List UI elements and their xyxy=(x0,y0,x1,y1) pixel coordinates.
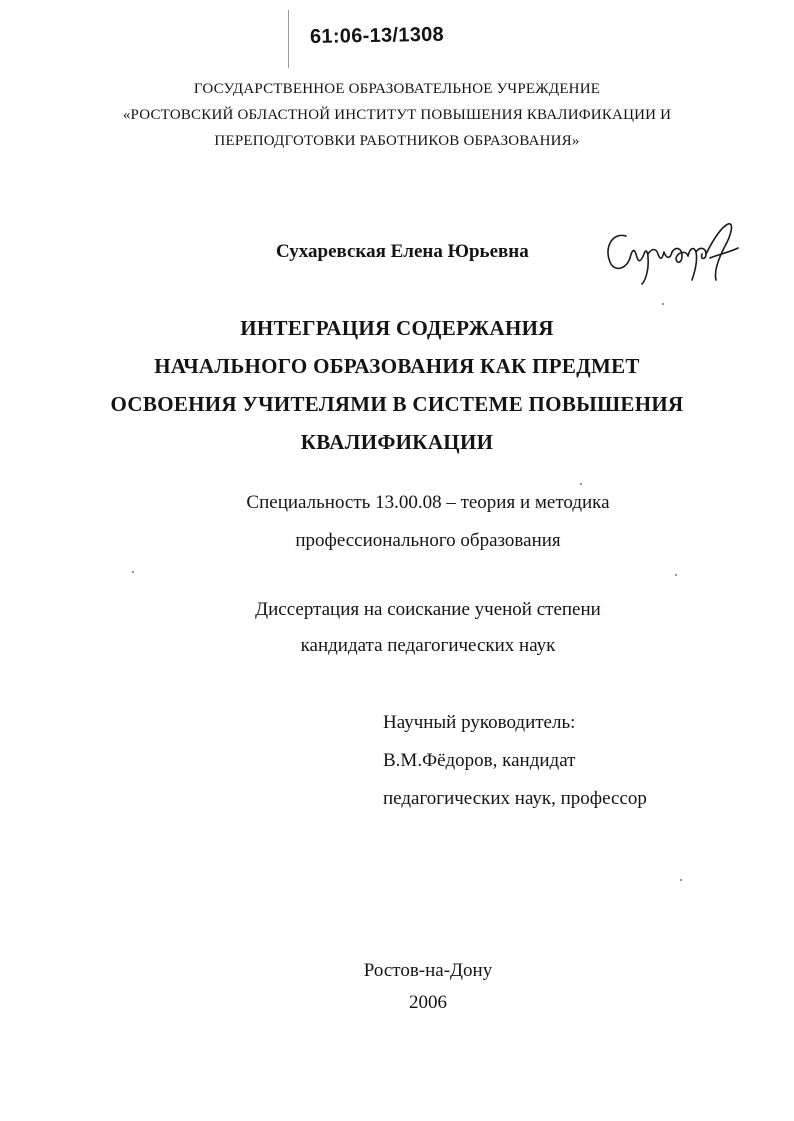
institution-line: ГОСУДАРСТВЕННОЕ ОБРАЗОВАТЕЛЬНОЕ УЧРЕЖДЕНИЕ xyxy=(193,81,601,97)
dissertation-title xyxy=(0,309,794,461)
specialty-line: профессионального образования xyxy=(295,530,561,551)
institution-header xyxy=(0,76,794,154)
degree-line: кандидата педагогических наук xyxy=(300,635,556,656)
title-line: ИНТЕГРАЦИЯ СОДЕРЖАНИЯ xyxy=(240,316,554,340)
institution-line: «РОСТОВСКИЙ ОБЛАСТНОЙ ИНСТИТУТ ПОВЫШЕНИЯ КВАЛИФИКАЦИИ И xyxy=(122,107,672,123)
city: Ростов-на-Дону xyxy=(363,960,493,981)
institution-line: ПЕРЕПОДГОТОВКИ РАБОТНИКОВ ОБРАЗОВАНИЯ» xyxy=(214,133,580,149)
scan-speck xyxy=(132,571,134,573)
title-line: КВАЛИФИКАЦИИ xyxy=(300,430,494,454)
supervisor-title: педагогических наук, профессор xyxy=(383,788,647,809)
author-signature xyxy=(600,218,750,290)
author-name: Сухаревская Елена Юрьевна xyxy=(276,241,529,262)
scan-speck xyxy=(680,879,682,881)
scan-mark-line xyxy=(288,10,289,68)
place-and-year xyxy=(0,955,794,1019)
scan-speck xyxy=(675,574,677,576)
scan-speck xyxy=(580,483,582,485)
year: 2006 xyxy=(409,992,447,1013)
degree-line: Диссертация на соискание ученой степени xyxy=(255,599,601,620)
specialty-block xyxy=(0,484,794,560)
scan-speck xyxy=(662,303,664,305)
supervisor-block xyxy=(383,704,647,818)
catalog-number: 61:06-13/1308 xyxy=(309,23,445,48)
supervisor-label: Научный руководитель: xyxy=(383,712,576,733)
specialty-line: Специальность 13.00.08 – теория и методика xyxy=(246,492,610,513)
degree-block xyxy=(0,592,794,664)
title-line: ОСВОЕНИЯ УЧИТЕЛЯМИ В СИСТЕМЕ ПОВЫШЕНИЯ xyxy=(110,392,684,416)
supervisor-name: В.М.Фёдоров, кандидат xyxy=(383,750,576,771)
title-line: НАЧАЛЬНОГО ОБРАЗОВАНИЯ КАК ПРЕДМЕТ xyxy=(154,354,640,378)
